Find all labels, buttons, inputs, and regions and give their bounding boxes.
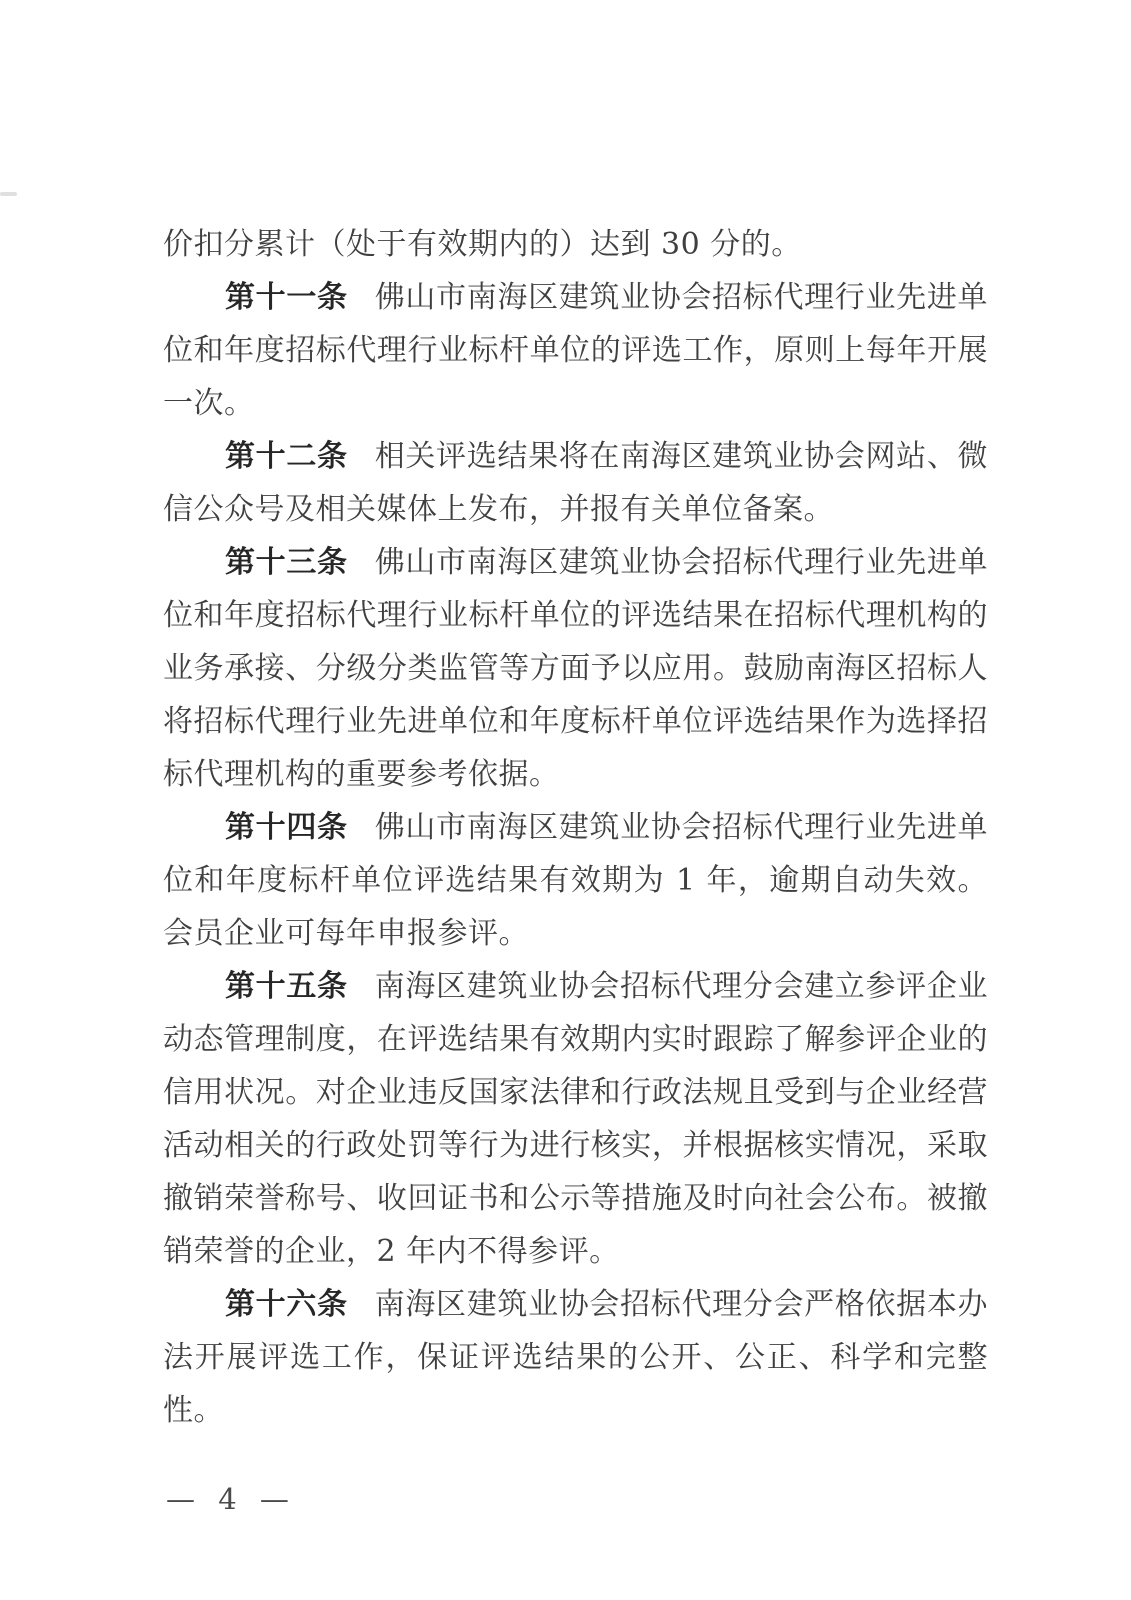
page-number: — 4 — <box>166 1482 296 1516</box>
page-footer <box>166 1482 296 1516</box>
scan-artifact-mark <box>0 192 17 196</box>
paragraph <box>163 1278 988 1437</box>
article-number: 第十六条 <box>225 1287 348 1322</box>
paragraph <box>163 536 988 801</box>
document-body <box>163 218 988 1437</box>
article-number: 第十二条 <box>225 439 348 474</box>
paragraph-text: 佛山市南海区建筑业协会招标代理行业先进单位和年度标杆单位评选结果有效期为 1 年，逾期自动失效。会员企业可每年申报参评。 <box>163 810 989 951</box>
paragraph <box>163 218 988 271</box>
article-number: 第十四条 <box>225 810 348 845</box>
paragraph-text: 价扣分累计（处于有效期内的）达到 30 分的。 <box>163 227 802 262</box>
paragraph-text: 南海区建筑业协会招标代理分会严格依据本办法开展评选工作，保证评选结果的公开、公正、科学和完整性。 <box>163 1287 989 1428</box>
article-number: 第十五条 <box>225 969 348 1004</box>
paragraph <box>163 430 988 536</box>
paragraph-text: 佛山市南海区建筑业协会招标代理行业先进单位和年度招标代理行业标杆单位的评选结果在招标代理机构的业务承接、分级分类监管等方面予以应用。鼓励南海区招标人将招标代理行业先进单位和年度标杆单位评选结果作为选择招标代理机构的重要参考依据。 <box>163 545 989 792</box>
paragraph <box>163 960 988 1278</box>
paragraph-text: 南海区建筑业协会招标代理分会建立参评企业动态管理制度，在评选结果有效期内实时跟踪了解参评企业的信用状况。对企业违反国家法律和行政法规且受到与企业经营活动相关的行政处罚等行为进行核实，并根据核实情况，采取撤销荣誉称号、收回证书和公示等措施及时向社会公布。被撤销荣誉的企业，2 年内不得参评。 <box>163 969 989 1269</box>
paragraph-text: 佛山市南海区建筑业协会招标代理行业先进单位和年度招标代理行业标杆单位的评选工作，原则上每年开展一次。 <box>163 280 989 421</box>
paragraph-text: 相关评选结果将在南海区建筑业协会网站、微信公众号及相关媒体上发布，并报有关单位备案。 <box>163 439 989 527</box>
article-number: 第十一条 <box>225 280 348 315</box>
paragraph <box>163 271 988 430</box>
article-number: 第十三条 <box>225 545 348 580</box>
paragraph <box>163 801 988 960</box>
